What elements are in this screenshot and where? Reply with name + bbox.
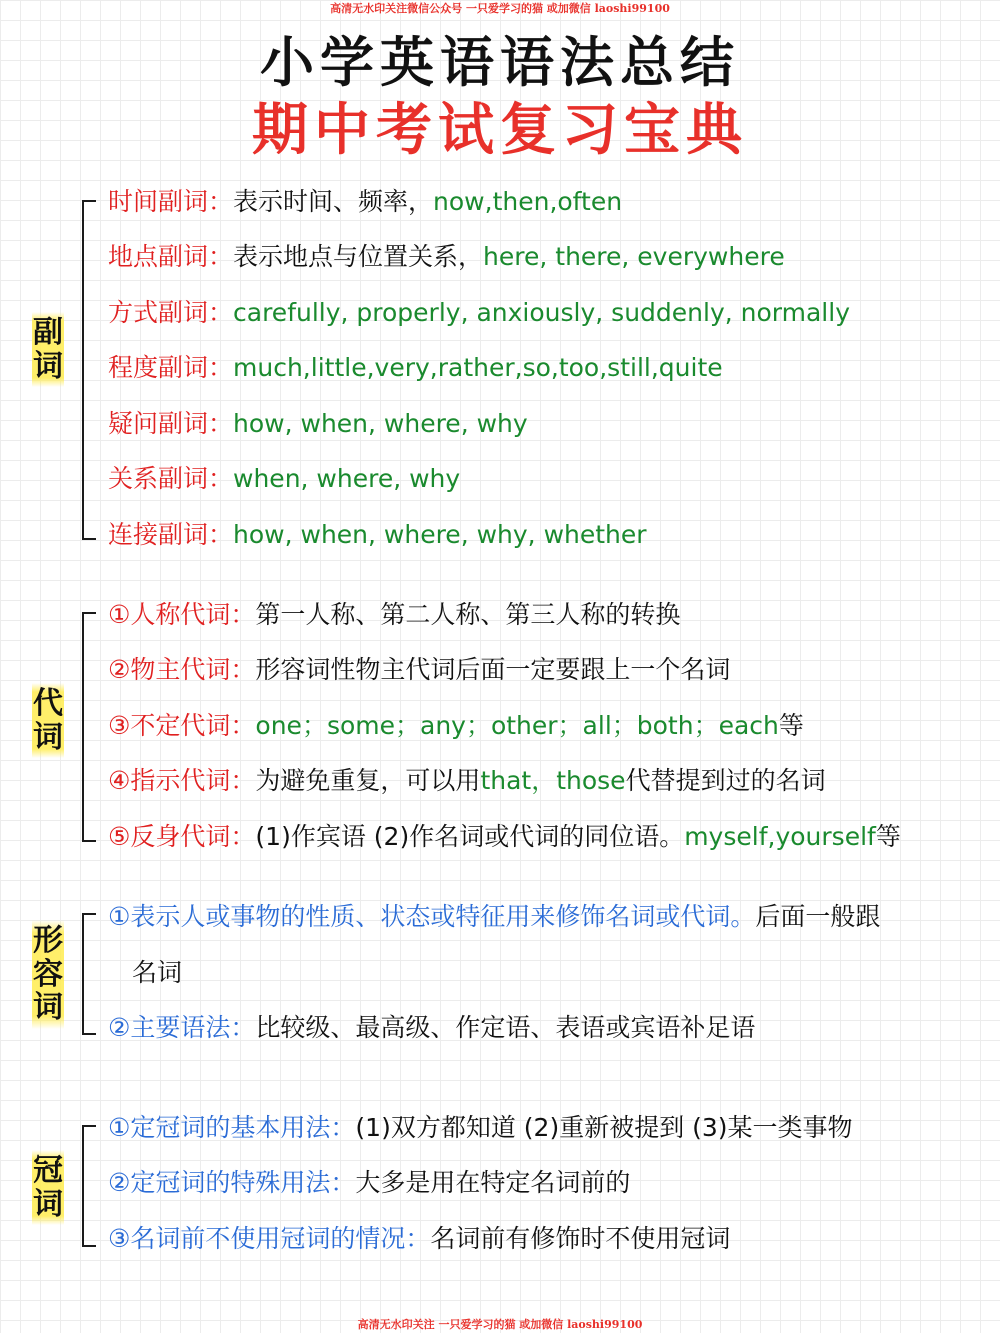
- item-desc: 为避免重复，可以用: [255, 766, 481, 795]
- item-label: 时间副词：: [108, 187, 234, 216]
- item-desc: 后面一般跟: [755, 902, 881, 931]
- item-desc: (1)作宾语 (2)作名词或代词的同位语。: [255, 822, 685, 851]
- page-subtitle: 期中考试复习宝典: [252, 98, 748, 163]
- adverb-item-degree: [108, 351, 723, 385]
- adverb-item-place: [108, 240, 785, 274]
- adjectives-bracket: [82, 913, 96, 1035]
- item-desc: (1)双方都知道 (2)重新被提到 (3)某一类事物: [355, 1113, 853, 1142]
- article-item-no-article: [108, 1222, 730, 1256]
- adverbs-category: [26, 312, 70, 387]
- article-item-basic-usage: [108, 1111, 853, 1145]
- item-label: ②主要语法：: [108, 1013, 256, 1042]
- item-suffix: 等: [778, 711, 804, 740]
- item-examples: here, there, everywhere: [483, 242, 785, 271]
- item-examples: myself,yourself: [684, 822, 876, 851]
- watermark-top: 高清无水印关注微信公众号 一只爱学习的猫 或加微信 laoshi99100: [330, 2, 670, 15]
- item-label: ②物主代词：: [108, 655, 256, 684]
- item-examples: how, when, where, why, whether: [233, 520, 647, 549]
- item-label: ①表示人或事物的性质、状态或特征用来修饰名词或代词。: [108, 902, 756, 931]
- item-desc: 表示时间、频率，: [233, 187, 434, 216]
- item-label: ④指示代词：: [108, 766, 256, 795]
- item-label: ③名词前不使用冠词的情况：: [108, 1224, 431, 1253]
- item-examples: now,then,often: [433, 187, 623, 216]
- item-label: 地点副词：: [108, 242, 234, 271]
- item-desc: 表示地点与位置关系，: [233, 242, 484, 271]
- adverb-item-relative: [108, 462, 460, 496]
- pronoun-item-possessive: [108, 653, 730, 687]
- adjective-item-grammar: [108, 1011, 755, 1045]
- item-desc: 形容词性物主代词后面一定要跟上一个名词: [255, 655, 731, 684]
- pronouns-category: [26, 683, 70, 758]
- item-label: ①人称代词：: [108, 600, 256, 629]
- adverbs-bracket: [82, 200, 96, 540]
- adverb-item-time: [108, 185, 622, 219]
- pronoun-item-demonstrative: [108, 764, 826, 798]
- item-continuation: 名词: [132, 958, 183, 987]
- item-suffix: 等: [875, 822, 901, 851]
- articles-bracket: [82, 1125, 96, 1247]
- item-examples: when, where, why: [233, 464, 461, 493]
- adjectives-category: [26, 920, 70, 1029]
- item-label: ⑤反身代词：: [108, 822, 256, 851]
- item-examples: how, when, where, why: [233, 409, 528, 438]
- article-item-special-usage: [108, 1166, 630, 1200]
- pronoun-item-personal: [108, 598, 680, 632]
- item-examples: that，those: [480, 766, 626, 795]
- pronouns-bracket: [82, 612, 96, 842]
- item-label: 疑问副词：: [108, 409, 234, 438]
- articles-category-label: 冠词: [32, 1150, 64, 1225]
- adverbs-category-label: 副词: [32, 312, 64, 387]
- adjective-item-definition-continuation: [132, 956, 182, 990]
- item-label: 程度副词：: [108, 353, 234, 382]
- articles-category: [26, 1150, 70, 1225]
- item-examples: carefully, properly, anxiously, suddenly, normally: [233, 298, 850, 327]
- item-desc: 比较级、最高级、作定语、表语或宾语补足语: [255, 1013, 756, 1042]
- item-examples: one；some；any；other；all；both；each: [255, 711, 779, 740]
- item-desc: 名词前有修饰时不使用冠词: [430, 1224, 731, 1253]
- pronouns-category-label: 代词: [32, 683, 64, 758]
- item-examples: much,little,very,rather,so,too,still,quite: [233, 353, 723, 382]
- pronoun-item-indefinite: [108, 709, 804, 743]
- item-label: ①定冠词的基本用法：: [108, 1113, 356, 1142]
- item-suffix: 代替提到过的名词: [625, 766, 826, 795]
- item-desc: 第一人称、第二人称、第三人称的转换: [255, 600, 681, 629]
- adverb-item-interrogative: [108, 407, 528, 441]
- item-label: 方式副词：: [108, 298, 234, 327]
- pronoun-item-reflexive: [108, 820, 901, 854]
- item-label: ②定冠词的特殊用法：: [108, 1168, 356, 1197]
- item-label: ③不定代词：: [108, 711, 256, 740]
- adverb-item-manner: [108, 296, 850, 330]
- item-label: 关系副词：: [108, 464, 234, 493]
- adjectives-category-label: 形容词: [32, 920, 64, 1029]
- adverb-item-conjunctive: [108, 518, 647, 552]
- adjective-item-definition: [108, 900, 880, 934]
- item-desc: 大多是用在特定名词前的: [355, 1168, 631, 1197]
- watermark-bottom: 高清无水印关注 一只爱学习的猫 或加微信 laoshi99100: [357, 1318, 643, 1331]
- item-label: 连接副词：: [108, 520, 234, 549]
- page-title: 小学英语语法总结: [260, 31, 740, 94]
